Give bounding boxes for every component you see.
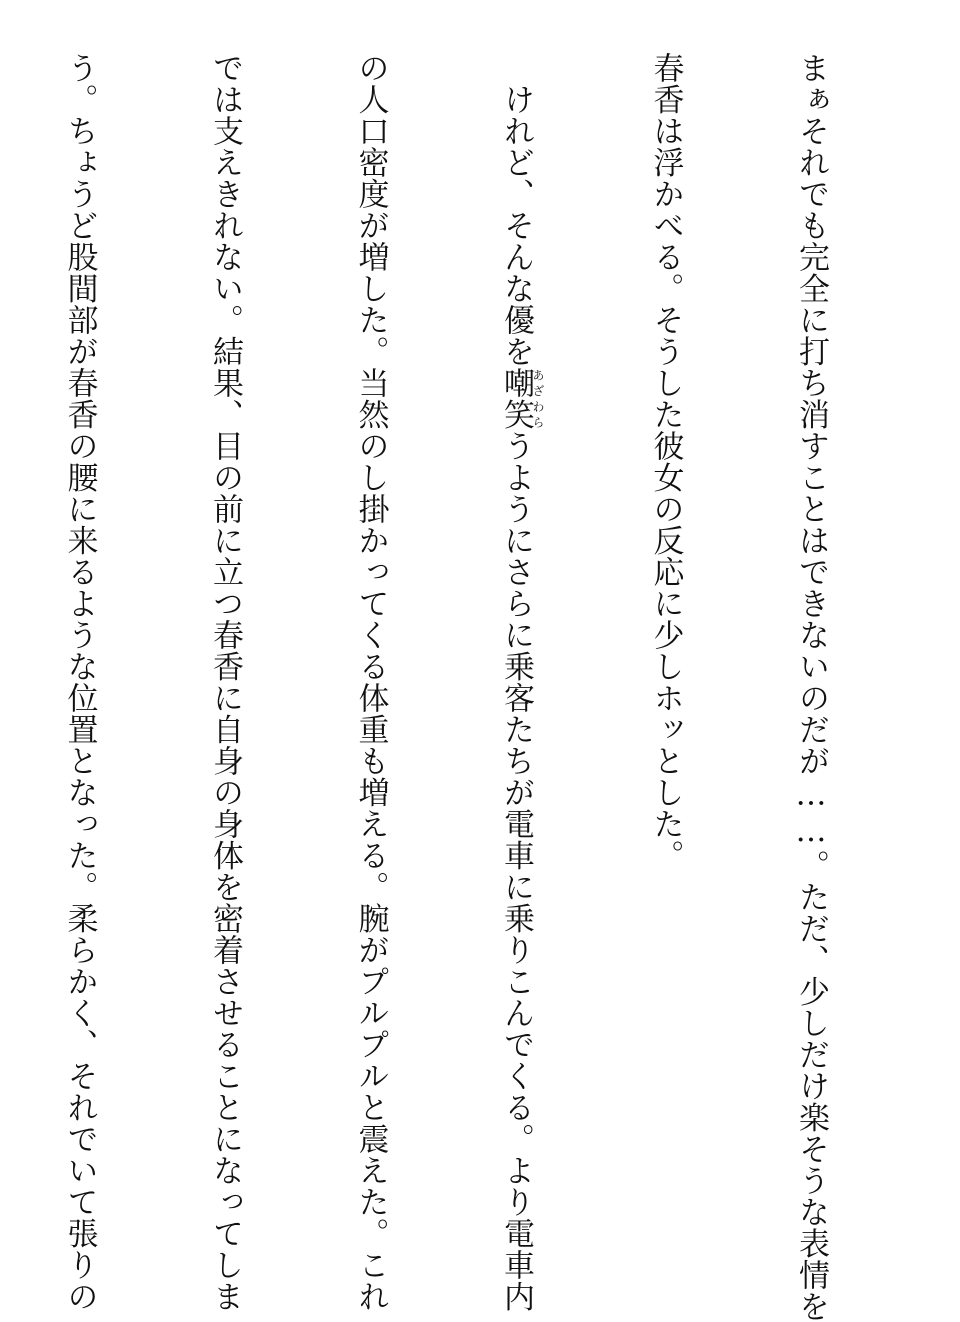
text-line-3-with-ruby: [492, 52, 545, 1312]
vertical-text-body: [0, 52, 932, 1322]
ruby-reading: あざわら: [531, 367, 545, 430]
text-line-3-before: けれど、そんな優を: [498, 52, 534, 367]
text-line-6: う。ちょうど股間部が春香の腰に来るような位置となった。柔らかく、それでいて張りの: [61, 52, 98, 1312]
ruby-word: [498, 367, 545, 430]
text-line-5: では支えきれない。結果、目の前に立つ春香に自身の身体を密着させることになってしま: [207, 52, 243, 1312]
ruby-base: 嘲笑: [498, 367, 534, 430]
text-line-4: の人口密度が増した。当然のし掛かってくる体重も増える。腕がプルプルと震えた。これ: [352, 52, 389, 1312]
text-line-1: まぁそれでも完全に打ち消すことはできないのだが……。ただ、少しだけ楽そうな表情を: [793, 52, 829, 1322]
text-line-2: 春香は浮かべる。そうした彼女の反応に少しホッとした。: [647, 52, 684, 871]
text-line-3-after: うようにさらに乗客たちが電車に乗りこんでくる。より電車内: [498, 430, 534, 1312]
